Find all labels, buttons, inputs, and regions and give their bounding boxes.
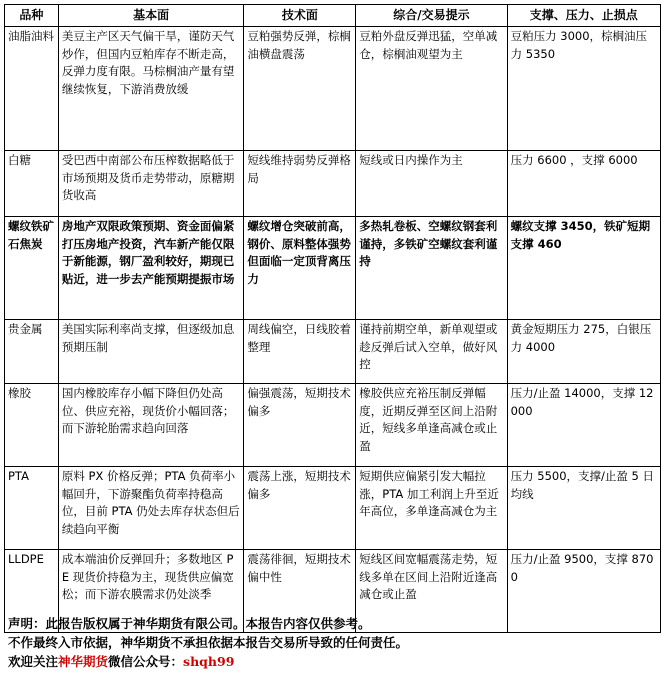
category-cell: LLDPE [5, 550, 59, 633]
header-trading: 综合/交易提示 [356, 5, 507, 27]
fundamentals-cell: 成本端油价反弹回升；多数地区 PE 现货价持稳为主，现货供应偏宽松；而下游农膜需求仍处淡季 [58, 550, 244, 633]
follow-wechat-label: 微信公众号： [108, 654, 184, 669]
table-row [5, 467, 661, 550]
trading-cell: 短线或日内操作为主 [356, 151, 507, 217]
disclaimer-line-follow [8, 652, 660, 671]
table-row [5, 217, 661, 320]
table-row [5, 384, 661, 467]
header-technical: 技术面 [244, 5, 356, 27]
trading-cell: 谨持前期空单，新单观望或趁反弹后试入空单，做好风控 [356, 320, 507, 384]
technical-cell: 短线维持弱势反弹格局 [244, 151, 356, 217]
trading-cell: 短线区间宽幅震荡走势，短线多单在区间上沿附近逢高减仓或止盈 [356, 550, 507, 633]
levels-cell: 压力/止盈 9500，支撑 8700 [507, 550, 660, 633]
brand-name: 神华期货 [58, 654, 109, 669]
disclaimer-line-liability: 不作最终入市依据，神华期货不承担依据本报告交易所导致的任何责任。 [8, 635, 409, 650]
fundamentals-cell: 受巴西中南部公布压榨数据略低于市场预期及货币走势带动，原糖期货收高 [58, 151, 244, 217]
table-row [5, 320, 661, 384]
fundamentals-cell: 美豆主产区天气偏干旱，谨防天气炒作，但国内豆粕库存不断走高，反弹力度有限。马棕榈油产量有望继续恢复，下游消费放缓 [58, 27, 244, 151]
trading-cell: 橡胶供应充裕压制反弹幅度，近期反弹至区间上沿附近，短线多单逢高减仓或止盈 [356, 384, 507, 467]
levels-cell: 豆粕压力 3000，棕榈油压力 5350 [507, 27, 660, 151]
category-cell: 橡胶 [5, 384, 59, 467]
technical-cell: 震荡上涨，短期技术偏多 [244, 467, 356, 550]
header-levels: 支撑、压力、止损点 [507, 5, 660, 27]
fundamentals-cell: 原料 PX 价格反弹；PTA 负荷率小幅回升，下游聚酯负荷率持稳高位，目前 PTA 仍处去库存状态但后续趋向平衡 [58, 467, 244, 550]
technical-cell: 偏强震荡，短期技术偏多 [244, 384, 356, 467]
trading-cell: 短期供应偏紧引发大幅拉涨，PTA 加工利润上升至近年高位，多单逢高减仓为主 [356, 467, 507, 550]
header-fundamentals: 基本面 [58, 5, 244, 27]
technical-cell: 周线偏空，日线胶着整理 [244, 320, 356, 384]
technical-cell: 震荡徘徊，短期技术偏中性 [244, 550, 356, 633]
follow-prefix: 欢迎关注 [8, 654, 59, 669]
category-cell: 白糖 [5, 151, 59, 217]
table-row [5, 151, 661, 217]
category-cell: 油脂油料 [5, 27, 59, 151]
table-row [5, 27, 661, 151]
disclaimer [8, 614, 660, 671]
trading-cell: 多热轧卷板、空螺纹钢套利谨持，多铁矿空螺纹套利谨持 [356, 217, 507, 320]
levels-cell: 黄金短期压力 275，白银压力 4000 [507, 320, 660, 384]
commodity-table [4, 4, 661, 633]
wechat-account-id: shqh99 [183, 654, 235, 669]
disclaimer-line-copyright: 声明：此报告版权属于神华期货有限公司。本报告内容仅供参考。 [8, 616, 371, 631]
levels-cell: 压力/止盈 14000，支撑 12000 [507, 384, 660, 467]
category-cell: 螺纹铁矿石焦炭 [5, 217, 59, 320]
header-category: 品种 [5, 5, 59, 27]
fundamentals-cell: 房地产双限政策预期、资金面偏紧打压房地产投资，汽车新产能仅限于新能源，钢厂盈利较好，期现已贴近，进一步去产能预期提振市场 [58, 217, 244, 320]
levels-cell: 压力 6600 ，支撑 6000 [507, 151, 660, 217]
technical-cell: 豆粕强势反弹，棕榈油横盘震荡 [244, 27, 356, 151]
category-cell: 贵金属 [5, 320, 59, 384]
levels-cell: 压力 5500，支撑/止盈 5 日均线 [507, 467, 660, 550]
trading-cell: 豆粕外盘反弹迅猛，空单减仓，棕榈油观望为主 [356, 27, 507, 151]
table-header-row [5, 5, 661, 27]
category-cell: PTA [5, 467, 59, 550]
levels-cell: 螺纹支撑 3450，铁矿短期支撑 460 [507, 217, 660, 320]
technical-cell: 螺纹增仓突破前高，钢价、原料整体强势但面临一定顶背离压力 [244, 217, 356, 320]
fundamentals-cell: 美国实际利率尚支撑，但逐级加息预期压制 [58, 320, 244, 384]
fundamentals-cell: 国内橡胶库存小幅下降但仍处高位、供应充裕，现货价小幅回落；而下游轮胎需求趋向回落 [58, 384, 244, 467]
